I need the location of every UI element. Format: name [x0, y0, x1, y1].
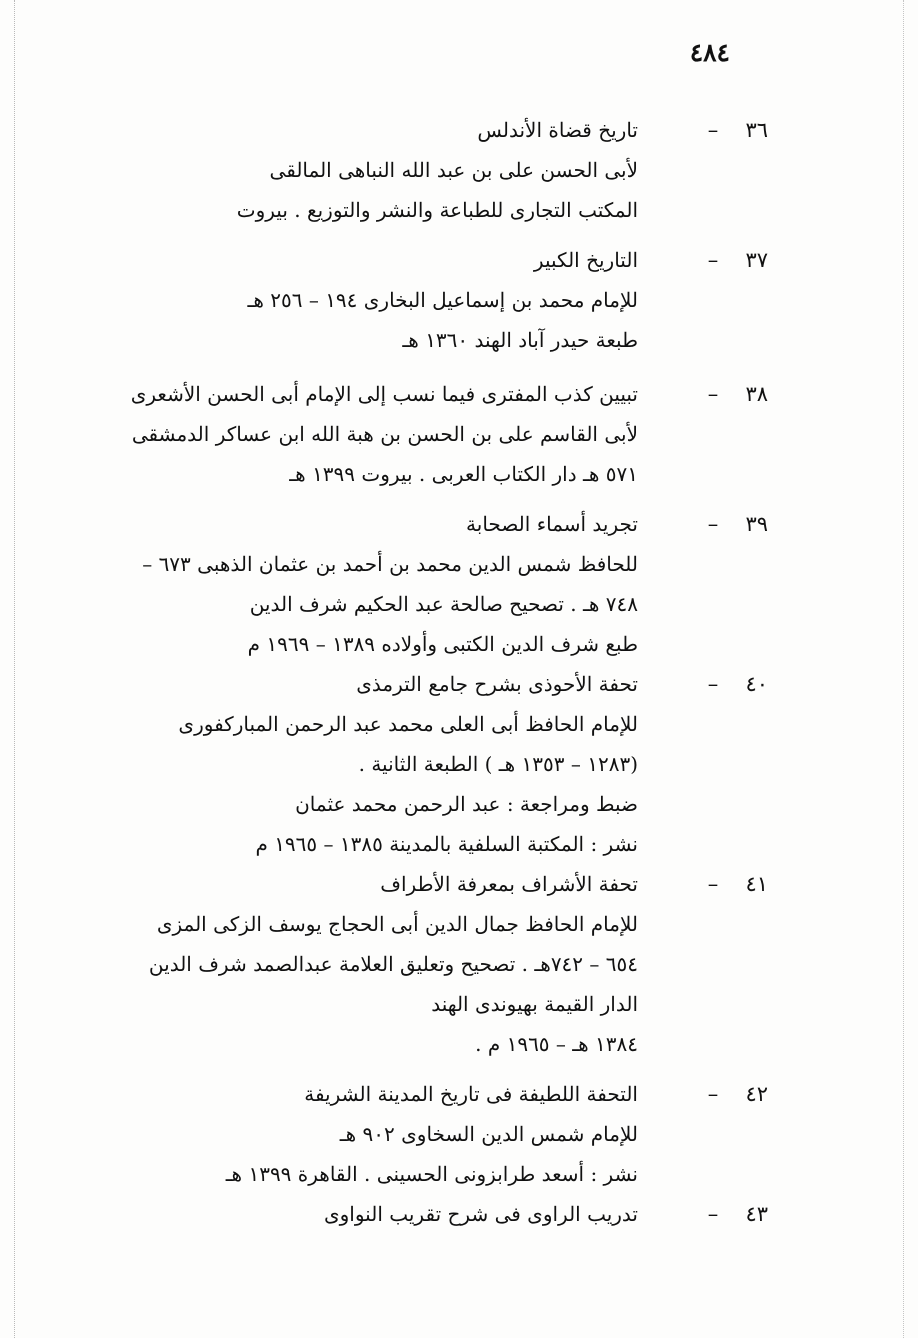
entry-publisher: نشر : المكتبة السلفية بالمدينة ١٣٨٥ – ١٩٦٥ م [255, 832, 638, 856]
entry-title: تاريخ قضاة الأندلس [477, 118, 638, 142]
bibliography-list [0, 110, 918, 1234]
bibliography-entry-36 [0, 110, 918, 230]
entry-dash: – [707, 248, 719, 272]
entry-dash: – [707, 118, 719, 142]
entry-editor: ٦٥٤ – ٧٤٢هـ . تصحيح وتعليق العلامة عبدالصمد شرف الدين [148, 952, 638, 976]
entry-number: ٣٩ [745, 512, 768, 536]
bibliography-entry-39 [0, 504, 918, 664]
entry-author: لأبى الحسن على بن عبد الله النباهى المالقى [269, 158, 638, 182]
entry-author: للإمام شمس الدين السخاوى ٩٠٢ هـ [339, 1122, 638, 1146]
bibliography-entry-40 [0, 664, 918, 864]
entry-number: ٣٧ [745, 248, 768, 272]
entry-dash: – [707, 872, 719, 896]
page-number: ٤٨٤ [689, 38, 730, 67]
bibliography-entry-37 [0, 240, 918, 360]
entry-author: للإمام محمد بن إسماعيل البخارى ١٩٤ – ٢٥٦ هـ [247, 288, 638, 312]
entry-edition: (١٢٨٣ – ١٣٥٣ هـ ) الطبعة الثانية . [358, 752, 638, 776]
entry-title: التاريخ الكبير [533, 248, 638, 272]
bibliography-entry-41 [0, 864, 918, 1064]
entry-author: لأبى القاسم على بن الحسن بن هبة الله ابن عساكر الدمشقى [131, 422, 638, 446]
entry-publisher: نشر : أسعد طرابزونى الحسينى . القاهرة ١٣٩٩ هـ [225, 1162, 638, 1186]
bibliography-entry-38 [0, 374, 918, 494]
entry-dash: – [707, 1082, 719, 1106]
entry-dash: – [707, 672, 719, 696]
entry-publisher: الدار القيمة بهيوندى الهند [431, 992, 638, 1016]
entry-publisher: طبع شرف الدين الكتبى وأولاده ١٣٨٩ – ١٩٦٩ م [247, 632, 638, 656]
entry-author: للإمام الحافظ جمال الدين أبى الحجاج يوسف الزكى المزى [156, 912, 638, 936]
entry-author: للحافظ شمس الدين محمد بن أحمد بن عثمان الذهبى ٦٧٣ – [142, 552, 638, 576]
entry-date: ١٣٨٤ هـ – ١٩٦٥ م . [475, 1032, 638, 1056]
entry-number: ٤٣ [745, 1202, 768, 1226]
entry-number: ٤١ [745, 872, 768, 896]
entry-number: ٤٠ [745, 672, 768, 696]
entry-title: تجريد أسماء الصحابة [466, 512, 638, 536]
bibliography-entry-42 [0, 1074, 918, 1194]
entry-dash: – [707, 512, 719, 536]
entry-dash: – [707, 1202, 719, 1226]
entry-title: تحفة الأحوذى بشرح جامع الترمذى [356, 672, 638, 696]
entry-author: للإمام الحافظ أبى العلى محمد عبد الرحمن المباركفورى [178, 712, 638, 736]
entry-number: ٣٨ [745, 382, 768, 406]
entry-editor: ضبط ومراجعة : عبد الرحمن محمد عثمان [295, 792, 638, 816]
entry-title: التحفة اللطيفة فى تاريخ المدينة الشريفة [304, 1082, 638, 1106]
entry-number: ٤٢ [745, 1082, 768, 1106]
entry-publisher: طبعة حيدر آباد الهند ١٣٦٠ هـ [402, 328, 638, 352]
entry-title: تحفة الأشراف بمعرفة الأطراف [380, 872, 638, 896]
entry-publisher: المكتب التجارى للطباعة والنشر والتوزيع . بيروت [236, 198, 638, 222]
bibliography-entry-43 [0, 1194, 918, 1234]
entry-title: تدريب الراوى فى شرح تقريب النواوى [323, 1202, 638, 1226]
entry-editor: ٧٤٨ هـ . تصحيح صالحة عبد الحكيم شرف الدين [249, 592, 638, 616]
entry-title: تبيين كذب المفترى فيما نسب إلى الإمام أبى الحسن الأشعرى [130, 382, 638, 406]
entry-publisher: ٥٧١ هـ دار الكتاب العربى . بيروت ١٣٩٩ هـ [289, 462, 638, 486]
entry-dash: – [707, 382, 719, 406]
entry-number: ٣٦ [745, 118, 768, 142]
